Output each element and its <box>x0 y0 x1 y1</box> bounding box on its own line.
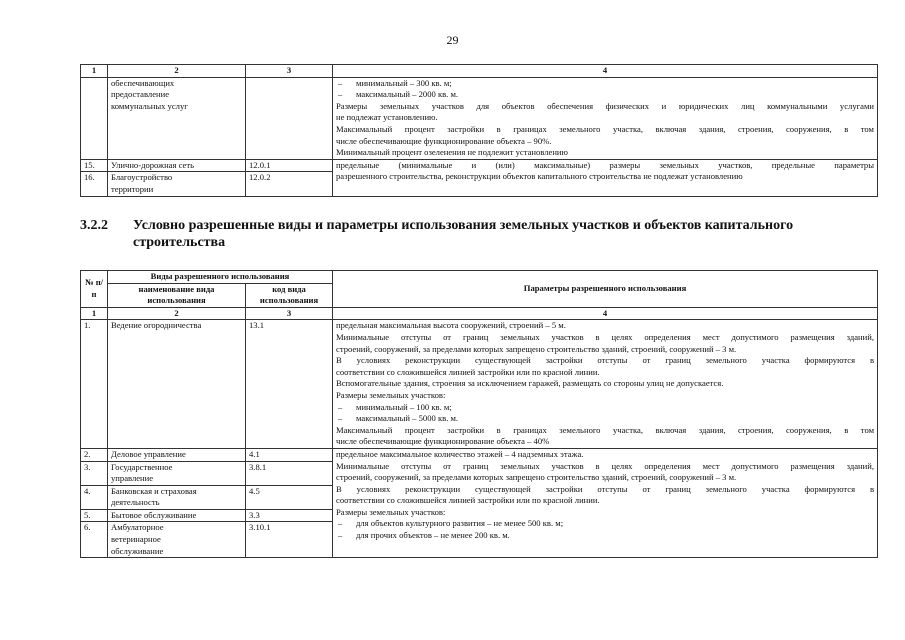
use-code: 3.10.1 <box>246 522 333 558</box>
conditional-uses-table <box>80 270 878 558</box>
use-name-cell <box>108 77 246 159</box>
use-name: Банковская и страховая <box>111 485 197 496</box>
use-name: Деловое управление <box>111 448 186 459</box>
use-code: 4.1 <box>246 448 333 461</box>
use-name: территории <box>111 183 154 194</box>
use-name-cell <box>108 509 246 522</box>
parameter-line: предельная максимальная высота сооружений, строений – 5 м. <box>336 320 566 331</box>
parameters-text <box>336 449 874 542</box>
row-number: 3. <box>81 461 108 485</box>
parameters-cell <box>333 320 878 449</box>
parameter-line: предельное максимальное количество этажей – 4 надземных этажа. <box>336 448 584 459</box>
column-number: 4 <box>333 65 878 78</box>
parameter-line: соответствии со сложившейся линией застройки или по красной линии. <box>336 366 600 377</box>
parameter-line: В условиях реконструкции существующей застройки отступы от границ земельного участка формируются в <box>336 483 875 494</box>
header-use-code: код вида использования <box>246 283 333 307</box>
parameters-cell <box>333 159 878 196</box>
parameter-line: числе обеспечивающие функционирование объекта – 90%. <box>336 135 552 146</box>
list-item: – максимальный – 2000 кв. м. <box>336 89 874 101</box>
header-row <box>81 271 878 284</box>
list-item: – для объектов культурного развития – не менее 500 кв. м; <box>336 518 874 530</box>
column-number: 2 <box>108 307 246 320</box>
use-name: ветеринарное <box>111 534 161 545</box>
section-title: Условно разрешенные виды и параметры использования земельных участков и объектов капитального строительства <box>133 218 794 250</box>
use-name: управление <box>111 473 154 484</box>
table-row <box>81 448 878 461</box>
row-number: 15. <box>81 159 108 172</box>
parameter-line: Максимальный процент застройки в границах земельного участка, включая здания, строения, сооружения, в том <box>336 424 875 435</box>
list-item: – минимальный – 100 кв. м; <box>336 402 874 414</box>
use-code: 12.0.1 <box>246 159 333 172</box>
row-number: 1. <box>81 320 108 449</box>
parameter-line: Минимальные отступы от границ земельных участков в целях определения мест допустимого размещения зданий, <box>336 331 875 342</box>
parameter-line: Максимальный процент застройки в границах земельного участка, включая здания, строения, сооружения, в том <box>336 123 874 134</box>
parameters-cell <box>333 448 878 557</box>
parameter-line: предельные (минимальные и (или) максимальные) размеры земельных участков, предельные параметры <box>336 159 874 170</box>
list-item: – минимальный – 300 кв. м; <box>336 78 874 90</box>
row-number-cell <box>81 77 108 159</box>
parameters-text <box>336 78 874 159</box>
use-name: Благоустройство <box>111 172 173 183</box>
use-code: 3.3 <box>246 509 333 522</box>
row-number: 4. <box>81 485 108 509</box>
parameter-line: разрешенного строительства, реконструкции объектов капитального строительства не подлежат установлению <box>336 171 743 182</box>
use-name: Улично-дорожная сеть <box>111 159 194 170</box>
column-number: 3 <box>246 65 333 78</box>
parameter-line: не подлежат установлению. <box>336 112 438 123</box>
parameters-text <box>336 160 874 183</box>
use-name-cell <box>108 448 246 461</box>
header-use-name: наименование вида использования <box>108 283 246 307</box>
column-number-row <box>81 65 878 78</box>
use-name: Государственное <box>111 461 173 472</box>
use-name-cell <box>108 461 246 485</box>
use-name-cell <box>108 172 246 196</box>
use-code: 13.1 <box>246 320 333 449</box>
parameter-line: Вспомогательные здания, строения за исключением гаражей, размещать со стороны улиц не допускается. <box>336 378 724 389</box>
parameter-line: Размеры земельных участков: <box>336 506 446 517</box>
use-code: 4.5 <box>246 485 333 509</box>
use-name: обеспечивающих <box>111 77 175 88</box>
use-name-cell <box>108 522 246 558</box>
column-number: 1 <box>81 307 108 320</box>
use-code: 3.8.1 <box>246 461 333 485</box>
parameter-line: Минимальные отступы от границ земельных участков в целях определения мест допустимого размещения зданий, <box>336 460 875 471</box>
parameter-line: Размеры земельных участков: <box>336 389 446 400</box>
use-name: Амбулаторное <box>111 522 164 533</box>
use-code-cell <box>246 77 333 159</box>
use-name: обслуживание <box>111 545 164 556</box>
parameter-line: В условиях реконструкции существующей застройки отступы от границ земельного участка формируются в <box>336 355 875 366</box>
column-number: 4 <box>333 307 878 320</box>
parameter-line: соответствии со сложившейся линией застройки или по красной линии. <box>336 495 600 506</box>
parameter-line: строений, сооружений, за пределами которых запрещено строительство зданий, строений, сооружений – 3 м. <box>336 472 737 483</box>
use-name-cell <box>108 159 246 172</box>
use-code: 12.0.2 <box>246 172 333 196</box>
use-name: предоставление <box>111 89 170 100</box>
section-number: 3.2.2 <box>80 218 108 233</box>
header-number: № п/п <box>81 271 108 308</box>
use-name-cell <box>108 485 246 509</box>
row-number: 2. <box>81 448 108 461</box>
parameter-line: Минимальный процент озеленения не подлежит установлению <box>336 147 568 158</box>
continuation-table <box>80 64 878 197</box>
list-item: – максимальный – 5000 кв. м. <box>336 413 874 425</box>
use-name: коммунальных услуг <box>111 100 188 111</box>
header-group: Виды разрешенного использования <box>108 271 333 284</box>
list-item: – для прочих объектов – не менее 200 кв. м. <box>336 530 874 542</box>
use-name: деятельность <box>111 497 160 508</box>
parameters-cell <box>333 77 878 159</box>
column-number: 2 <box>108 65 246 78</box>
column-number-row <box>81 307 878 320</box>
page-number: 29 <box>446 33 459 47</box>
column-number: 3 <box>246 307 333 320</box>
row-number: 6. <box>81 522 108 558</box>
row-number: 5. <box>81 509 108 522</box>
parameter-line: строений, сооружений, за пределами которых запрещено строительство зданий, строений, сооружений – 3 м. <box>336 343 737 354</box>
table-row <box>81 77 878 159</box>
parameters-text <box>336 320 874 448</box>
table-row <box>81 159 878 172</box>
row-number: 16. <box>81 172 108 196</box>
header-parameters: Параметры разрешенного использования <box>333 271 878 308</box>
column-number: 1 <box>81 65 108 78</box>
use-name: Ведение огородничества <box>108 320 246 449</box>
table-row <box>81 320 878 449</box>
parameter-line: числе обеспечивающие функционирование объекта – 40% <box>336 436 550 447</box>
use-name: Бытовое обслуживание <box>111 509 197 520</box>
parameter-line: Размеры земельных участков для объектов обеспечения физических и юридических лиц коммунальными услугами <box>336 100 874 111</box>
